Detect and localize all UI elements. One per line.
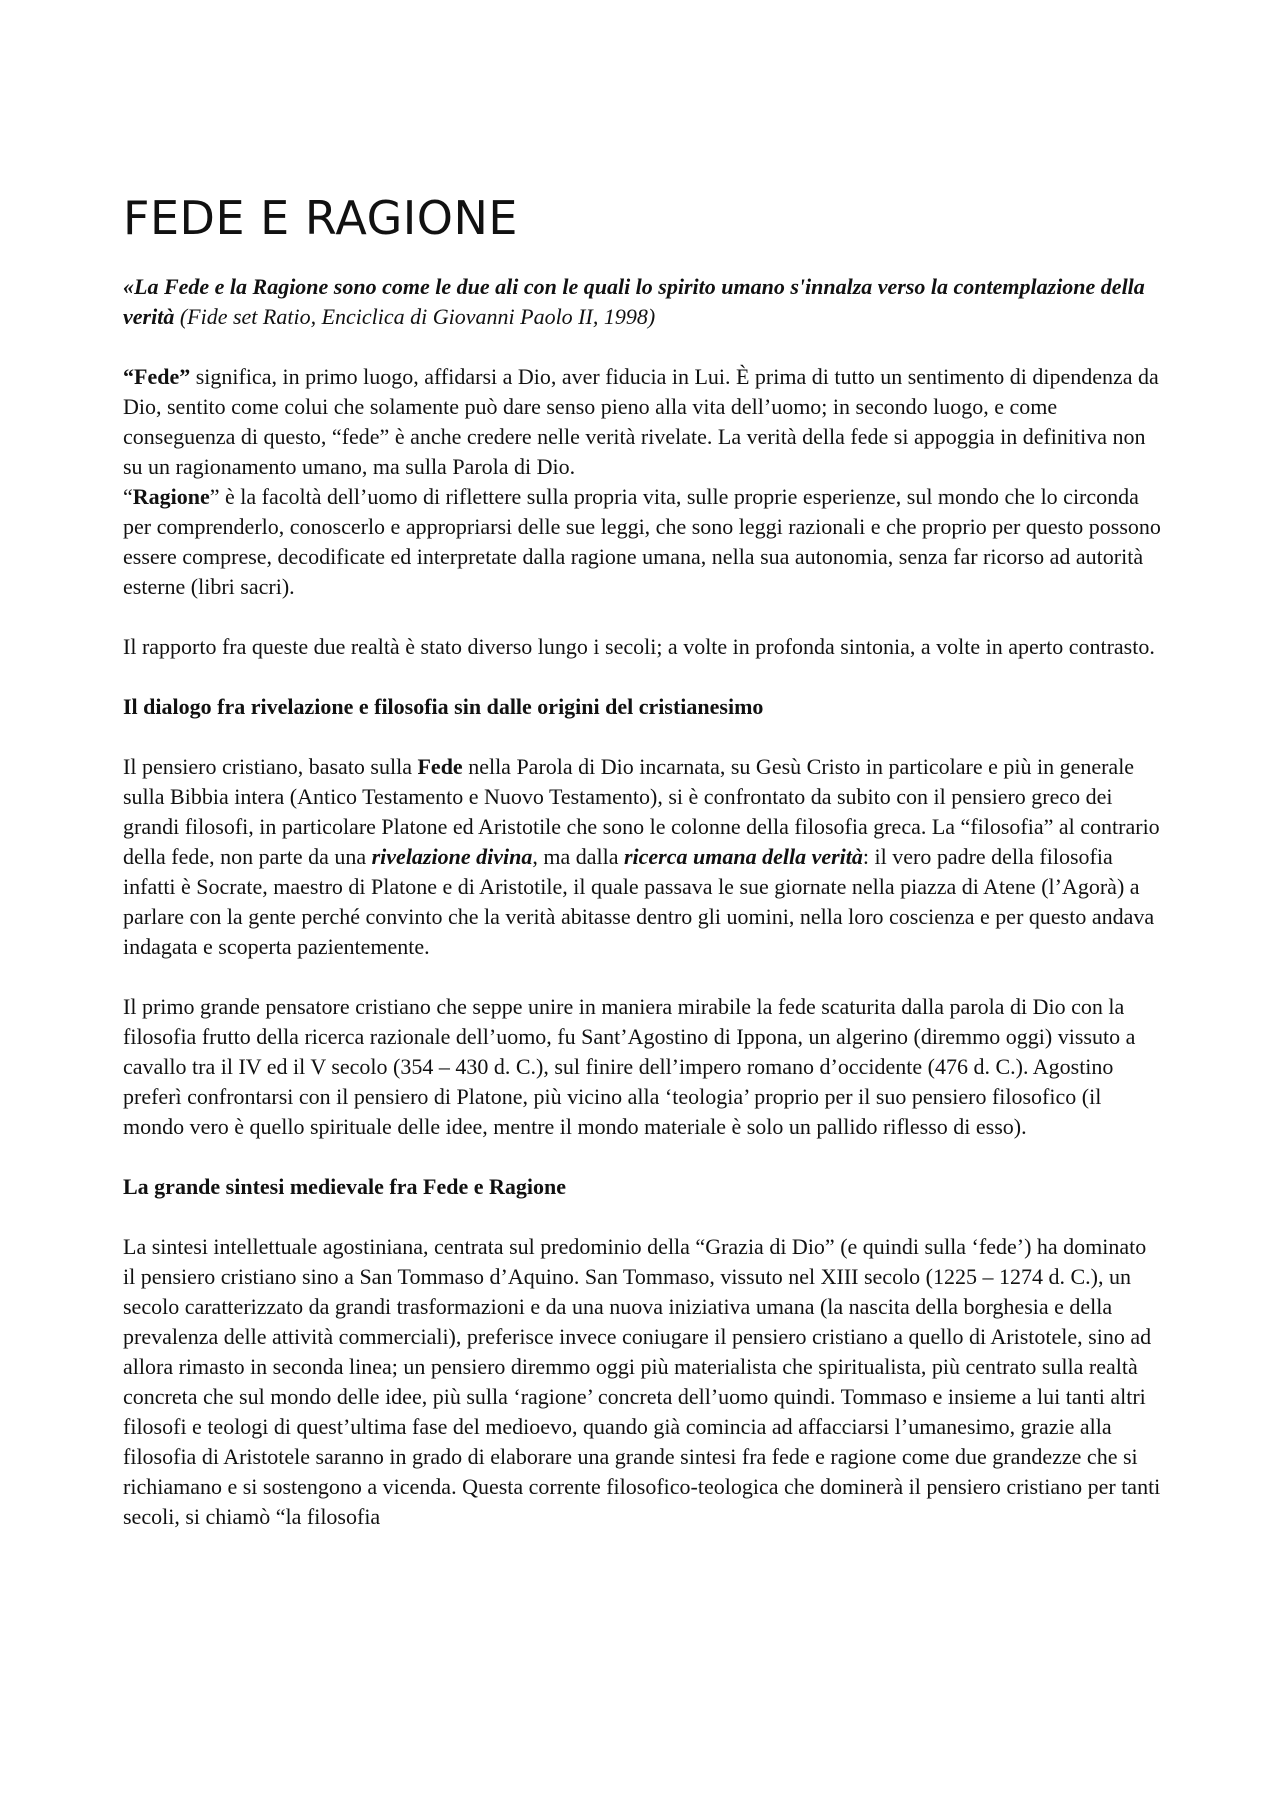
quote-text: «La Fede e la Ragione sono come le due ali con le quali lo spirito umano s'innalza verso la contemplazione della verità xyxy=(123,274,1145,329)
ragione-text: ” è la facoltà dell’uomo di riflettere sulla propria vita, sulle proprie esperienze, sul mondo che lo circonda per comprenderlo, conoscerlo e appropriarsi delle sue leggi, che sono leggi razionali e che proprio per questo possono essere comprese, decodificate ed interpretate dalla ragione umana, nella sua autonomia, senza far ricorso ad autorità esterne (libri sacri). xyxy=(123,484,1161,599)
pensiero-text-2: nella Parola di Dio incarnata, su Gesù Cristo in particolare e più in generale sulla Bibbia intera (Antico Testamento e Nuovo Testamento), si è confrontato da subito con il pensiero greco dei grandi filosofi, in particolare Platone ed Aristotile che sono le colonne della filosofia greca. La “filosofia” al contrario della fede, non parte da una xyxy=(123,754,1160,869)
ragione-term: Ragione xyxy=(132,484,210,509)
ragione-paragraph xyxy=(123,482,1163,602)
pensiero-text-3: , ma dalla xyxy=(532,844,624,869)
ragione-open-quote: “ xyxy=(123,484,133,509)
ricerca-umana-emphasis: ricerca umana della verità xyxy=(623,844,863,869)
pensiero-text-4: : il vero padre della filosofia infatti è Socrate, maestro di Platone e di Aristotile, il quale passava le sue giornate nella piazza di Atene (l’Agorà) a parlare con la gente perché convinto che la verità abitasse dentro gli uomini, nella loro coscienza e per questo andava indagata e scoperta pazientemente. xyxy=(123,844,1155,959)
quote-citation: (Fide set Ratio, Enciclica di Giovanni Paolo II, 1998) xyxy=(174,304,656,329)
document-page xyxy=(123,190,1163,1532)
pensiero-paragraph xyxy=(123,752,1163,962)
agostino-paragraph: Il primo grande pensatore cristiano che seppe unire in maniera mirabile la fede scaturita dalla parola di Dio con la filosofia frutto della ricerca razionale dell’uomo, fu Sant’Agostino di Ippona, un algerino (diremmo oggi) vissuto a cavallo tra il IV ed il V secolo (354 – 430 d. C.), sul finire dell’impero romano d’occidente (476 d. C.). Agostino preferì confrontarsi con il pensiero di Platone, più vicino alla ‘teologia’ proprio per il suo pensiero filosofico (il mondo vero è quello spirituale delle idee, mentre il mondo materiale è solo un pallido riflesso di esso). xyxy=(123,994,1136,1139)
rivelazione-divina-emphasis: rivelazione divina xyxy=(371,844,533,869)
pensiero-text-1: Il pensiero cristiano, basato sulla xyxy=(123,754,418,779)
sintesi-paragraph: La sintesi intellettuale agostiniana, centrata sul predominio della “Grazia di Dio” (e quindi sulla ‘fede’) ha dominato il pensiero cristiano sino a San Tommaso d’Aquino. San Tommaso, vissuto nel XIII secolo (1225 – 1274 d. C.), un secolo caratterizzato da grandi trasformazioni e da una nuova iniziativa umana (la nascita della borghesia e della prevalenza delle attività commerciali), preferisce invece coniugare il pensiero cristiano a quello di Aristotele, sino ad allora rimasto in seconda linea; un pensiero diremmo oggi più materialista che spiritualista, più centrato sulla realtà concreta che sul mondo delle idee, più sulla ‘ragione’ concreta dell’uomo quindi. Tommaso e insieme a lui tanti altri filosofi e teologi di quest’ultima fase del medioevo, quando già comincia ad affacciarsi l’umanesimo, grazie alla filosofia di Aristotele saranno in grado di elaborare una grande sintesi fra fede e ragione come due grandezze che si richiamano e si sostengono a vicenda. Questa corrente filosofico-teologica che dominerà il pensiero cristiano per tanti secoli, si chiamò “la filosofia xyxy=(123,1234,1161,1529)
fede-paragraph xyxy=(123,362,1163,482)
section-heading-sintesi: La grande sintesi medievale fra Fede e Ragione xyxy=(123,1174,566,1199)
fede-term: “Fede” xyxy=(123,364,191,389)
document-title: FEDE E RAGIONE xyxy=(123,191,518,245)
quote-paragraph xyxy=(123,272,1163,332)
fede-text: significa, in primo luogo, affidarsi a Dio, aver fiducia in Lui. È prima di tutto un sentimento di dipendenza da Dio, sentito come colui che solamente può dare senso pieno alla vita dell’uomo; in secondo luogo, e come conseguenza di questo, “fede” è anche credere nelle verità rivelate. La verità della fede si appoggia in definitiva non su un ragionamento umano, ma sulla Parola di Dio. xyxy=(123,364,1159,479)
rapporto-paragraph: Il rapporto fra queste due realtà è stato diverso lungo i secoli; a volte in profonda sintonia, a volte in aperto contrasto. xyxy=(123,634,1155,659)
section-heading-dialogo: Il dialogo fra rivelazione e filosofia sin dalle origini del cristianesimo xyxy=(123,694,764,719)
pensiero-fede-bold: Fede xyxy=(417,754,463,779)
